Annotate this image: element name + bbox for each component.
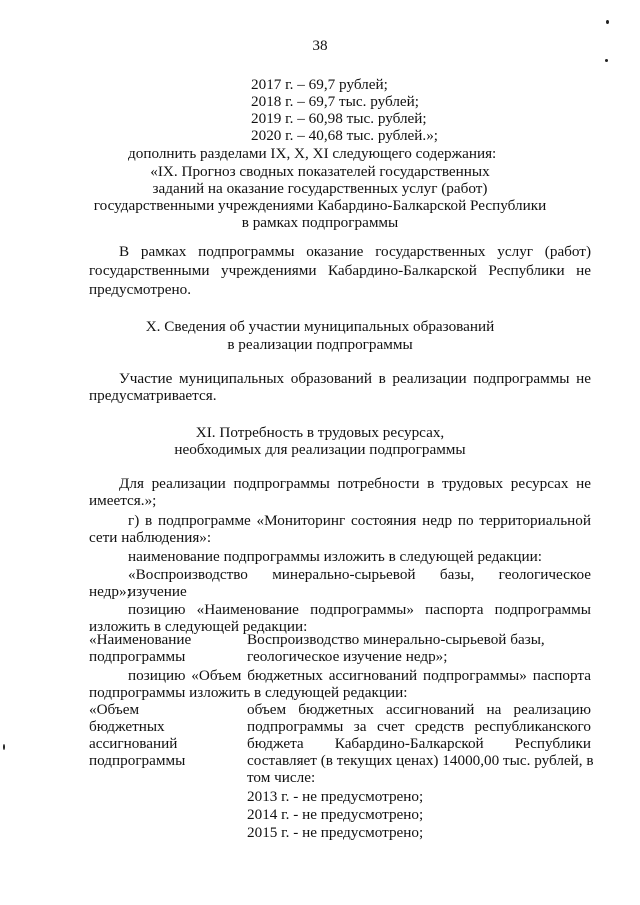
section10-heading-line: в реализации подпрограммы [227,336,413,353]
item-g-line: сети наблюдения»: [89,529,212,546]
table1-left-line: подпрограммы [89,648,186,665]
scan-speck [606,20,609,24]
position-name-line: позицию «Наименование подпрограммы» паспорта подпрограммы [128,601,591,618]
position-budget-line: подпрограммы изложить в следующей редакции: [89,684,408,701]
position-budget-line: позицию «Объем бюджетных ассигнований подпрограммы» паспорта [128,667,591,684]
scan-speck [3,744,5,750]
section9-body-line: В рамках подпрограммы оказание государственных услуг (работ) [119,243,591,260]
price-line: 2018 г. – 69,7 тыс. рублей; [251,93,420,110]
new-name-line: недр»; [89,583,131,600]
position-name-line: изложить в следующей редакции: [89,618,308,635]
name-change-line: наименование подпрограммы изложить в следующей редакции: [128,548,543,565]
section9-heading-line: государственными учреждениями Кабардино-Балкарской Республики [93,197,547,214]
section9-body-line: предусмотрено. [89,281,192,298]
section9-heading-line: заданий на оказание государственных услуг (работ) [152,180,488,197]
new-name-line: «Воспроизводство минерально-сырьевой базы, геологическое изучение [128,566,591,600]
table2-left-line: подпрограммы [89,752,186,769]
price-line: 2017 г. – 69,7 рублей; [251,76,388,93]
section11-body-line: имеется.»; [89,492,157,509]
section9-heading-line: «IX. Прогноз сводных показателей государственных [150,163,490,180]
table1-left-line: «Наименование [89,631,192,648]
section10-body-line: предусматривается. [89,387,217,404]
table2-year-line: 2013 г. - не предусмотрено; [247,788,424,805]
table1-right-line: геологическое изучение недр»; [247,648,448,665]
table2-right-line: бюджета Кабардино-Балкарской Республики [247,735,591,752]
scan-speck [605,59,608,62]
supplement-line: дополнить разделами IX, X, XI следующего содержания: [128,145,497,162]
table2-right-line: объем бюджетных ассигнований на реализацию [247,701,591,718]
table2-right-line: составляет (в текущих ценах) 14000,00 тыс. рублей, в [247,752,594,769]
price-line: 2019 г. – 60,98 тыс. рублей; [251,110,427,127]
section11-heading-line: XI. Потребность в трудовых ресурсах, [195,424,445,441]
table1-right-line: Воспроизводство минерально-сырьевой базы, [247,631,545,648]
table2-right-line: том числе: [247,769,316,786]
section9-body-line: государственными учреждениями Кабардино-Балкарской Республики не [89,262,591,279]
section10-body-line: Участие муниципальных образований в реализации подпрограммы не [119,370,591,387]
table2-right-line: подпрограммы за счет средств республиканского [247,718,591,735]
section11-heading-line: необходимых для реализации подпрограммы [174,441,466,458]
table2-left-line: «Объем [89,701,140,718]
section10-heading-line: X. Сведения об участии муниципальных образований [145,318,495,335]
section11-body-line: Для реализации подпрограммы потребности в трудовых ресурсах не [119,475,591,492]
section9-heading-line: в рамках подпрограммы [241,214,399,231]
table2-left-line: бюджетных [89,718,165,735]
table2-left-line: ассигнований [89,735,178,752]
price-line: 2020 г. – 40,68 тыс. рублей.»; [251,127,439,144]
page-number: 38 [312,37,328,54]
table2-year-line: 2015 г. - не предусмотрено; [247,824,424,841]
item-g-line: г) в подпрограмме «Мониторинг состояния недр по территориальной [128,512,591,529]
table2-year-line: 2014 г. - не предусмотрено; [247,806,424,823]
